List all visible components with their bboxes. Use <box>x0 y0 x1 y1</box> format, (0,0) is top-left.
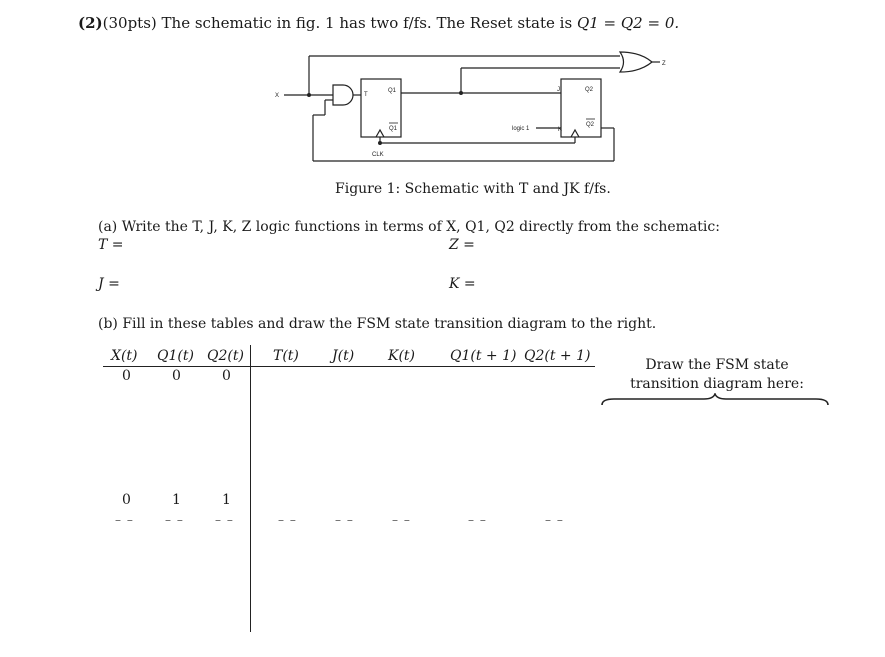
label-k: K <box>558 127 563 133</box>
part-a-text: (a) Write the T, J, K, Z logic functions in terms of X, Q1, Q2 directly from the schematic: <box>98 219 720 235</box>
label-q1: Q1 <box>388 88 397 94</box>
dash-q1: – – <box>165 513 184 527</box>
junction-dot-q1 <box>459 91 463 95</box>
header-q1: Q1(t) <box>157 348 194 364</box>
header-q2-next: Q2(t + 1) <box>524 348 591 364</box>
or-gate <box>620 52 652 72</box>
cell-row1-q1: 0 <box>172 368 181 384</box>
question-points: (30pts) <box>102 14 157 32</box>
label-t: T <box>364 92 368 98</box>
t-label: T = <box>98 237 124 253</box>
question-text: The schematic in fig. 1 has two f/fs. The Reset state is <box>161 14 573 32</box>
dash-t: – – <box>278 513 297 527</box>
and-gate <box>333 85 353 105</box>
junction-dot-x <box>307 93 311 97</box>
brace-icon <box>600 393 830 407</box>
header-j: J(t) <box>332 348 355 364</box>
label-clk: CLK <box>372 152 384 158</box>
header-x: X(t) <box>111 348 138 364</box>
cell-row1-x: 0 <box>122 368 131 384</box>
k-label: K = <box>449 276 476 292</box>
cell-row8-q1: 1 <box>172 492 181 508</box>
z-label: Z = <box>449 237 475 253</box>
dash-q2: – – <box>215 513 234 527</box>
label-q2bar: Q2 <box>586 122 595 128</box>
label-logic1: logic 1 <box>512 126 530 132</box>
dash-q1-next: – – <box>468 513 487 527</box>
part-b-text: (b) Fill in these tables and draw the FSM state transition diagram to the right. <box>98 316 657 332</box>
cell-row8-q2: 1 <box>222 492 231 508</box>
question-number: (2) <box>78 14 103 32</box>
dash-q2-next: – – <box>545 513 564 527</box>
label-q1bar: Q1 <box>389 126 398 132</box>
label-j: J <box>557 87 560 93</box>
t-ff-clock-triangle <box>376 130 384 137</box>
label-z: Z <box>662 61 666 67</box>
reset-expression: Q1 = Q2 = 0. <box>576 14 680 32</box>
figure-caption: Figure 1: Schematic with T and JK f/fs. <box>335 181 611 197</box>
table-header-rule <box>103 366 595 367</box>
jk-ff-clock-triangle <box>571 130 579 137</box>
junction-dot-clk <box>378 141 382 145</box>
header-k: K(t) <box>388 348 416 364</box>
table-divider <box>250 345 251 632</box>
fsm-note: Draw the FSM state transition diagram here: <box>630 357 804 392</box>
header-q1-next: Q1(t + 1) <box>450 348 517 364</box>
dash-x: – – <box>115 513 134 527</box>
schematic-figure <box>0 0 885 180</box>
j-label: J = <box>98 276 120 292</box>
cell-row1-q2: 0 <box>222 368 231 384</box>
cell-row8-x: 0 <box>122 492 131 508</box>
dash-j: – – <box>335 513 354 527</box>
jk-flip-flop <box>561 79 601 137</box>
header-q2: Q2(t) <box>207 348 244 364</box>
dash-k: – – <box>392 513 411 527</box>
label-x: X <box>275 93 280 99</box>
header-t: T(t) <box>273 348 299 364</box>
label-q2: Q2 <box>585 87 594 93</box>
